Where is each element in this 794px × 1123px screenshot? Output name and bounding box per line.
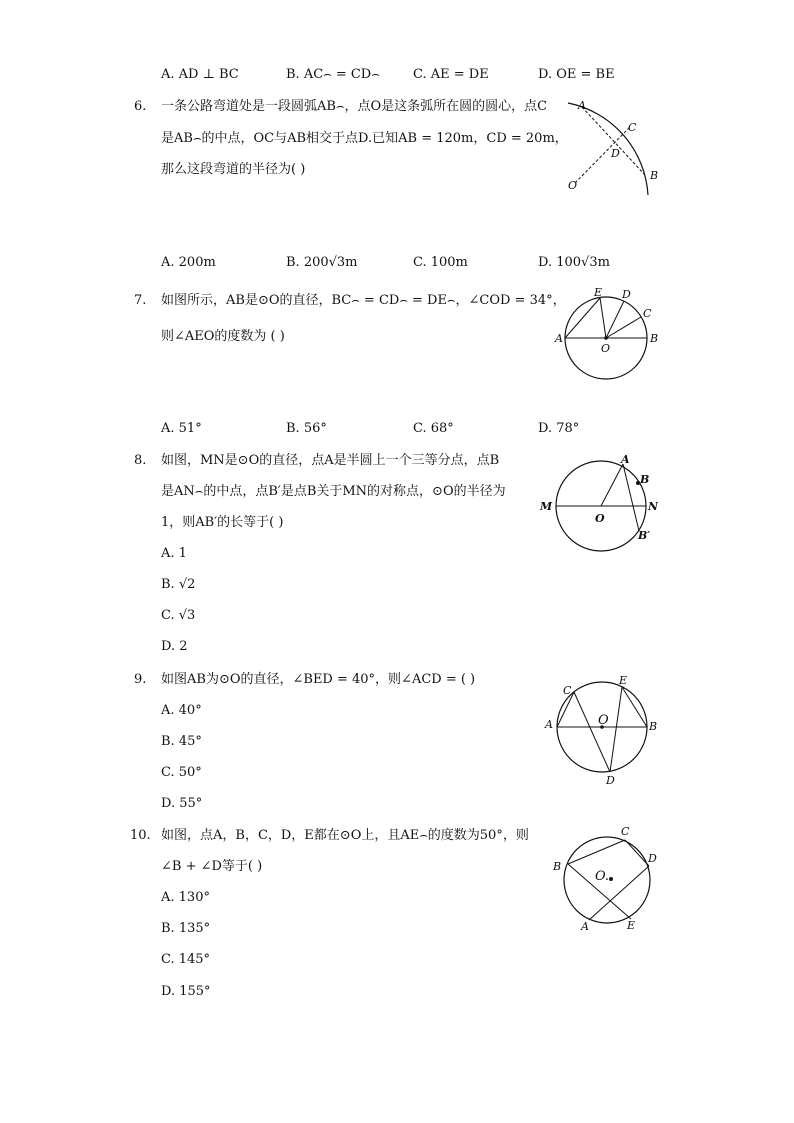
q6-label-d: D (611, 147, 620, 160)
q7-label-d: D (622, 288, 631, 301)
question-number: 8. (134, 453, 147, 468)
q8-label-b: B (640, 473, 650, 486)
question-text-line: 则∠AEO的度数为 ( ) (161, 329, 285, 344)
question-text-line: 如图所示，AB是⊙O的直径，BC⌢ = CD⌢ = DE⌢，∠COD = 34°， (161, 293, 566, 308)
q8-option-d: D. 2 (161, 639, 188, 654)
question-text-line: 是AB⌢的中点，OC与AB相交于点D.已知AB = 120m，CD = 20m， (161, 131, 568, 146)
q8-label-b-prime: B′ (638, 529, 651, 542)
q9-figure (540, 672, 665, 792)
q9-label-o: O (598, 713, 609, 728)
q8-option-a: A. 1 (161, 546, 187, 561)
q8-label-m: M (540, 500, 553, 513)
question-number: 10. (130, 828, 151, 843)
q6-option-c: C. 100m (413, 255, 468, 270)
q10-option-c: C. 145° (161, 952, 211, 967)
question-text-line: 那么这段弯道的半径为( ) (161, 162, 306, 177)
question-number: 7. (134, 293, 147, 308)
q9-option-b: B. 45° (161, 734, 202, 749)
question-text-line: 是AN⌢的中点，点B′是点B关于MN的对称点，⊙O的半径为 (161, 484, 506, 499)
q10-label-a: A (581, 920, 589, 933)
q7-figure (552, 285, 662, 385)
question-text-line: 1，则AB′的长等于( ) (161, 515, 284, 530)
q6-option-a: A. 200m (161, 255, 216, 270)
question-number: 9. (134, 672, 147, 687)
q7-option-c: C. 68° (413, 421, 454, 436)
q5-option-d: D. OE = BE (538, 67, 615, 82)
question-text-line: 如图，MN是⊙O的直径，点A是半圆上一个三等分点，点B (161, 453, 500, 468)
q10-option-d: D. 155° (161, 984, 211, 999)
q10-option-a: A. 130° (161, 890, 210, 905)
q10-label-c: C (621, 825, 630, 838)
q10-label-b: B (553, 860, 562, 873)
q6-label-c: C (628, 121, 637, 134)
q6-label-b: B (650, 169, 659, 182)
q9-option-d: D. 55° (161, 796, 203, 811)
q5-option-b: B. AC⌢ = CD⌢ (286, 67, 380, 82)
q5-option-c: C. AE = DE (413, 67, 489, 82)
q6-label-o: O (568, 179, 578, 192)
q7-option-a: A. 51° (161, 421, 202, 436)
q9-label-e: E (619, 674, 628, 687)
q6-figure (560, 95, 680, 205)
q9-label-d: D (606, 774, 615, 787)
q10-label-o: O. (595, 869, 610, 884)
q6-label-a: A (578, 99, 586, 112)
question-text-line: 如图AB为⊙O的直径，∠BED = 40°，则∠ACD = ( ) (161, 672, 476, 687)
q10-option-b: B. 135° (161, 921, 211, 936)
q8-option-b: B. √2 (161, 577, 196, 592)
q9-label-c: C (563, 684, 572, 697)
q8-label-a: A (621, 453, 630, 466)
q7-option-d: D. 78° (538, 421, 580, 436)
q8-figure (538, 452, 668, 552)
q5-option-a: A. AD ⊥ BC (161, 67, 239, 82)
q10-label-e: E (627, 919, 636, 932)
q6-option-b: B. 200√3m (286, 255, 358, 270)
q7-label-o: O (601, 342, 611, 355)
question-number: 6. (134, 99, 147, 114)
question-text-line: 如图，点A，B，C，D，E都在⊙O上，且AE⌢的度数为50°，则 (161, 828, 529, 843)
q7-option-b: B. 56° (286, 421, 327, 436)
q7-label-e: E (594, 286, 603, 299)
q7-label-c: C (643, 307, 652, 320)
question-text-line: 一条公路弯道处是一段圆弧AB⌢，点O是这条弧所在圆的圆心，点C (161, 99, 548, 114)
q10-label-d: D (648, 852, 657, 865)
question-text-line: ∠B + ∠D等于( ) (161, 859, 263, 874)
q7-label-b: B (650, 332, 659, 345)
q6-option-d: D. 100√3m (538, 255, 610, 270)
q10-figure (545, 822, 670, 937)
q9-option-a: A. 40° (161, 703, 202, 718)
q9-label-a: A (545, 718, 553, 731)
q8-label-n: N (648, 500, 659, 513)
q8-option-c: C. √3 (161, 608, 196, 623)
q7-label-a: A (555, 332, 563, 345)
q9-label-b: B (649, 720, 658, 733)
q8-label-o: O (595, 512, 605, 525)
q9-option-c: C. 50° (161, 765, 202, 780)
